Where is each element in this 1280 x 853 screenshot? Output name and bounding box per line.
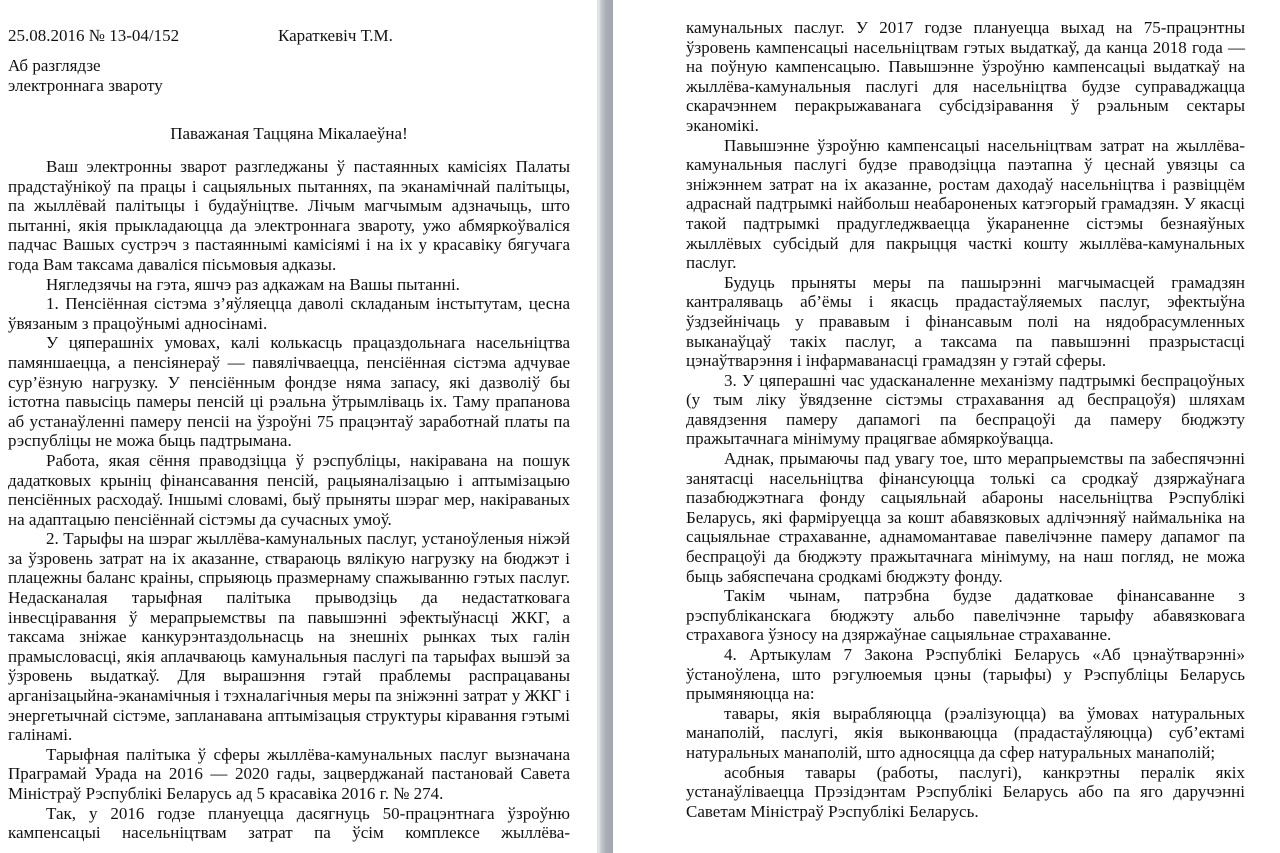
left-page-text (8, 26, 570, 843)
paragraph: Тарыфная палітыка ў сферы жыллёва-камунальных паслуг вызначана Праграмай Урада на 2016 — 2020 гады, зацверджанай пастановай Савета Міністраў Рэспублікі Беларусь ад 5 красавіка 2016 г. № 274. (8, 744, 570, 803)
right-page-text (686, 18, 1245, 821)
paragraph: камунальных паслуг. У 2017 годзе плануецца выхад на 75-працэнтны ўзровень кампенсацыі насельніцтвам гэтых выдаткаў, да канца 2018 года — на поўную кампенсацыю. Павышэнне ўзроўню кампенсацыі выдаткаў на жыллёва-камунальныя паслугі для насельніцтва будзе суправаджацца скарачэннем перакрыжаванага субсідзіравання ў рэальным сектары эканомікі. (686, 18, 1245, 135)
paragraph: Ваш электронны зварот разгледжаны ў пастаянных камісіях Палаты прадстаўнікоў па працы і сацыяльных пытаннях, па эканамічнай палітыцы, па жыллёвай палітыцы і будаўніцтве. Лічым магчымым адзначыць, што пытанні, якія прыкладаюцца да электроннага звароту, ужо абмяркоўваліся падчас Вашых сустрэч з пастаяннымі камісіямі і на іх у красавіку бягучага года Вам таксама даваліся пісьмовыя адказы. (8, 157, 570, 274)
letter-date-number: 25.08.2016 № 13-04/152 (8, 26, 180, 45)
paragraph: Павышэнне ўзроўню кампенсацыі насельніцтвам затрат на жыллёва-камунальныя паслугі будзе праводзіцца паэтапна ў цеснай увязцы са зніжэннем затрат на іх аказанне, ростам даходаў насельніцтва і развіццём адраснай падтрымкі найбольш неабароненых катэгорый грамадзян. У якасці такой падтрымкі прадугледжваецца ўкараненне сістэмы безнаяўных жыллёвых субсідый для пакрыцця часткі кошту жыллёва-камунальных паслуг. (686, 135, 1245, 273)
page-right (613, 0, 1280, 853)
paragraph: 2. Тарыфы на шэраг жыллёва-камунальных паслуг, устаноўленыя ніжэй за ўзровень затрат на іх аказанне, ствараюць вялікую нагрузку на бюджэт і плацежны баланс краіны, спрыяюць празмернаму спажыванню гэтых паслуг. Недасканалая тарыфная палітыка прыводзіць да недастатковага інвесціравання ў мерапрыемствы па павышэнні эфектыўнасці ЖКГ, а таксама зніжае канкурэнтаздольнасць на знешніх рынках тых галін прамысловасці, якія аплачваюць камунальныя паслугі па тарыфах вышэй за ўзровень выдаткаў. Для вырашэння гэтай праблемы распрацаваны арганізацыйна-эканамічныя і тэхналагічныя меры па зніжэнні затрат у ЖКГ і энергетычнай сістэме, запланавана аптымізацыя структуры кіравання гэтымі галінамі. (8, 529, 570, 745)
subject-line-1: Аб разглядзе (8, 56, 101, 75)
paragraph: Нягледзячы на гэта, яшчэ раз адкажам на Вашы пытанні. (46, 274, 460, 294)
paragraph: Такім чынам, патрэбна будзе дадатковае фінансаванне з рэспубліканскага бюджэту альбо павелічэнне тарыфу абавязковага страхавога ўзносу на дзяржаўнае сацыяльнае страхаванне. (686, 586, 1245, 645)
paragraph: асобныя тавары (работы, паслугі), канкрэтны пералік якіх устанаўліваецца Прэзідэнтам Рэспублікі Беларусь або па яго даручэнні Саветам Міністраў Рэспублікі Беларусь. (686, 762, 1245, 821)
paragraph: тавары, якія вырабляюцца (рэалізуюцца) ва ўмовах натуральных манаполій, паслугі, якія выконваюцца (прадастаўляюцца) суб’ектамі натуральных манаполій, што адносяцца да сфер натуральных манаполій; (686, 703, 1245, 762)
paragraph: 4. Артыкулам 7 Закона Рэспублікі Беларусь «Аб цэнаўтварэнні» ўстаноўлена, што рэгулюемыя цэны (тарыфы) у Рэспубліцы Беларусь прымяняюцца на: (686, 645, 1245, 704)
paragraph: У цяперашніх умовах, калі колькасць працаздольнага насельніцтва памяншаецца, а пенсіянераў — павялічваецца, пенсіённая сістэма адчувае сур’ёзную нагрузку. У пенсіённым фондзе няма запасу, які дазволіў бы істотна павысіць памеры пенсій ці рэальна ўтрымліваць іх. Таму прапанова аб устанаўленні памеру пенсіі на ўзроўні 75 працэнтаў заработнай платы па рэспубліцы не можа быць падтрымана. (8, 333, 570, 451)
paragraph: Так, у 2016 годзе плануецца дасягнуць 50-працэнтнага ўзроўню кампенсацыі насельніцтвам затрат па ўсім комплексе жыллёва- (8, 803, 570, 843)
letter-subject (8, 56, 570, 96)
paragraph: 3. У цяперашні час удасканаленне механізму падтрымкі беспрацоўных (у тым ліку ўвядзенне сістэмы страхавання ад беспрацоўя) шляхам давядзення памеру дапамогі па беспрацоўі да памеру бюджэту пражытачнага мінімуму працягвае абмяркоўвацца. (686, 370, 1245, 449)
paragraph: Аднак, прымаючы пад увагу тое, што мерапрыемствы па забеспячэнні занятасці насельніцтва фінансуюцца толькі са сродкаў дзяржаўнага пазабюджэтнага фонду сацыяльнай абароны насельніцтва Рэспублікі Беларусь, які фарміруецца за кошт абавязковых адлічэнняў наймальніка на сацыяльнае страхаванне, аднамомантавае павелічэнне памеру дапамог па беспрацоўі да бюджэту пражытачнага мінімуму, на наш погляд, не можа быць забяспечана сродкамі бюджэту фонду. (686, 449, 1245, 586)
vertical-scrollbar[interactable] (596, 0, 613, 853)
page-left (0, 0, 596, 853)
right-paragraphs (686, 18, 1245, 821)
paragraph: Работа, якая сёння праводзіцца ў рэспубліцы, накіравана на пошук дадатковых крыніц фінансавання пенсій, рацыяналізацыю і аптымізацыю пенсіённых расходаў. Іншымі словамі, быў прыняты шэраг мер, накіраваных на адаптацыю пенсіённай сістэмы да сучасных умоў. (8, 450, 570, 529)
letter-header (8, 26, 570, 46)
scrollbar-thumb[interactable] (597, 0, 613, 853)
signer-name: Караткевіч Т.М. (278, 26, 393, 45)
paragraph: Будуць прыняты меры па пашырэнні магчымасцей грамадзян кантраляваць аб’ёмы і якасць прадастаўляемых паслуг, эфектыўна ўздзейнічаць у прававым і фінансавым полі на нядобрасумленных выканаўцаў такіх паслуг, а таксама па павышэнні празрыстасці цэнаўтварэння і інфармаванасці грамадзян у гэтай сферы. (686, 272, 1245, 371)
left-paragraphs (8, 157, 570, 843)
salutation: Паважаная Таццяна Мікалаеўна! (170, 124, 408, 143)
subject-line-2: электроннага звароту (8, 76, 163, 95)
paragraph: 1. Пенсіённая сістэма з’яўляецца даволі складаным інстытутам, цесна ўвязаным з працоўнымі адносінамі. (8, 294, 570, 333)
